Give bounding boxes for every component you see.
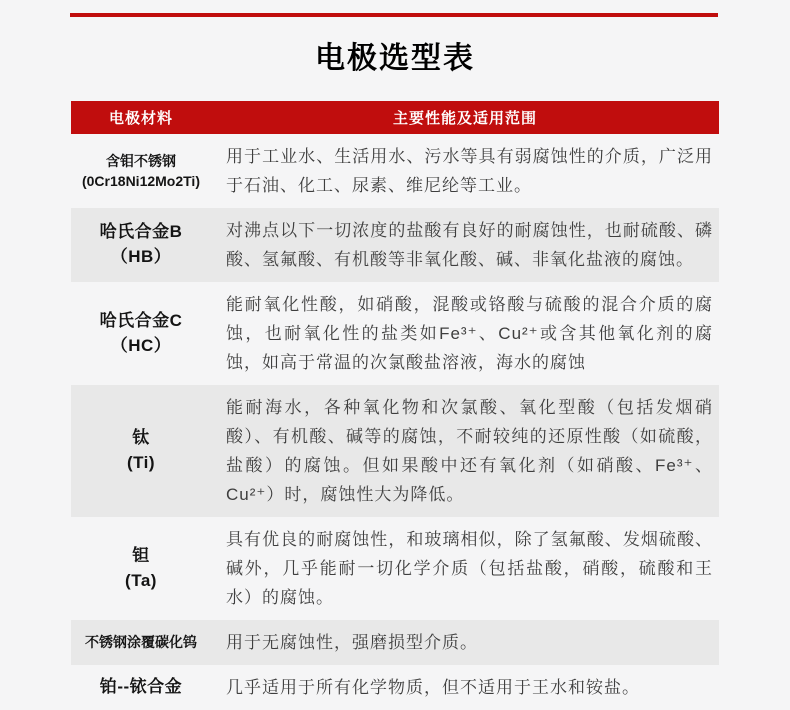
material-cell xyxy=(71,675,211,700)
material-cell xyxy=(71,632,211,652)
material-name: 哈氏合金C xyxy=(99,310,183,330)
table-header-row xyxy=(71,101,719,134)
material-description: 能耐海水，各种氧化物和次氯酸、氧化型酸（包括发烟硝酸）、有机酸、碱等的腐蚀，不耐较纯的还原性酸（如硫酸，盐酸）的腐蚀。但如果酸中还有氧化剂（如硝酸、Fe³⁺、Cu²⁺）时，腐蚀性大为降低。 xyxy=(226,398,713,504)
material-description: 用于工业水、生活用水、污水等具有弱腐蚀性的介质，广泛用于石油、化工、尿素、维尼纶等工业。 xyxy=(226,147,713,195)
material-code: （HC） xyxy=(110,335,172,355)
electrode-table xyxy=(71,101,719,710)
table-row xyxy=(71,517,719,620)
table-row xyxy=(71,665,719,710)
material-cell xyxy=(71,544,211,593)
material-cell xyxy=(71,309,211,358)
material-code: (Ti) xyxy=(126,453,156,472)
table-row xyxy=(71,620,719,665)
material-name: 不锈钢涂覆碳化钨 xyxy=(85,634,197,651)
table-row xyxy=(71,385,719,517)
top-divider-line xyxy=(70,13,718,17)
material-code: （HB） xyxy=(110,247,172,266)
table-row xyxy=(71,208,719,282)
header-performance-column: 主要性能及适用范围 xyxy=(392,110,537,127)
material-description: 具有优良的耐腐蚀性，和玻璃相似，除了氢氟酸、发烟硫酸、碱外，几乎能耐一切化学介质（包括盐酸，硝酸，硫酸和王水）的腐蚀。 xyxy=(226,530,713,607)
table-row xyxy=(71,134,719,208)
material-cell xyxy=(71,151,211,192)
material-name: 铂--铱合金 xyxy=(99,677,183,697)
material-cell xyxy=(71,426,211,475)
material-code: (Ta) xyxy=(125,570,157,590)
table-body xyxy=(71,134,719,710)
material-name: 钛 xyxy=(132,428,150,448)
material-cell xyxy=(71,220,211,269)
material-description: 用于无腐蚀性，强磨损型介质。 xyxy=(226,633,478,652)
material-description: 能耐氧化性酸，如硝酸，混酸或铬酸与硫酸的混合介质的腐蚀，也耐氧化性的盐类如Fe³⁺、Cu²⁺或含其他氧化剂的腐蚀，如高于常温的次氯酸盐溶液，海水的腐蚀 xyxy=(226,295,713,372)
material-name: 钽 xyxy=(132,545,150,565)
table-row xyxy=(71,282,719,385)
material-name: 含钼不锈钢 xyxy=(106,152,176,169)
material-code: (0Cr18Ni12Mo2Ti) xyxy=(81,173,200,189)
page-title: 电极选型表 xyxy=(315,42,475,75)
material-description: 对沸点以下一切浓度的盐酸有良好的耐腐蚀性，也耐硫酸、磷酸、氢氟酸、有机酸等非氧化酸、碱、非氧化盐液的腐蚀。 xyxy=(226,221,713,269)
material-name: 哈氏合金B xyxy=(99,222,183,242)
header-material-column: 电极材料 xyxy=(108,110,173,127)
material-description: 几乎适用于所有化学物质，但不适用于王水和铵盐。 xyxy=(226,678,640,697)
